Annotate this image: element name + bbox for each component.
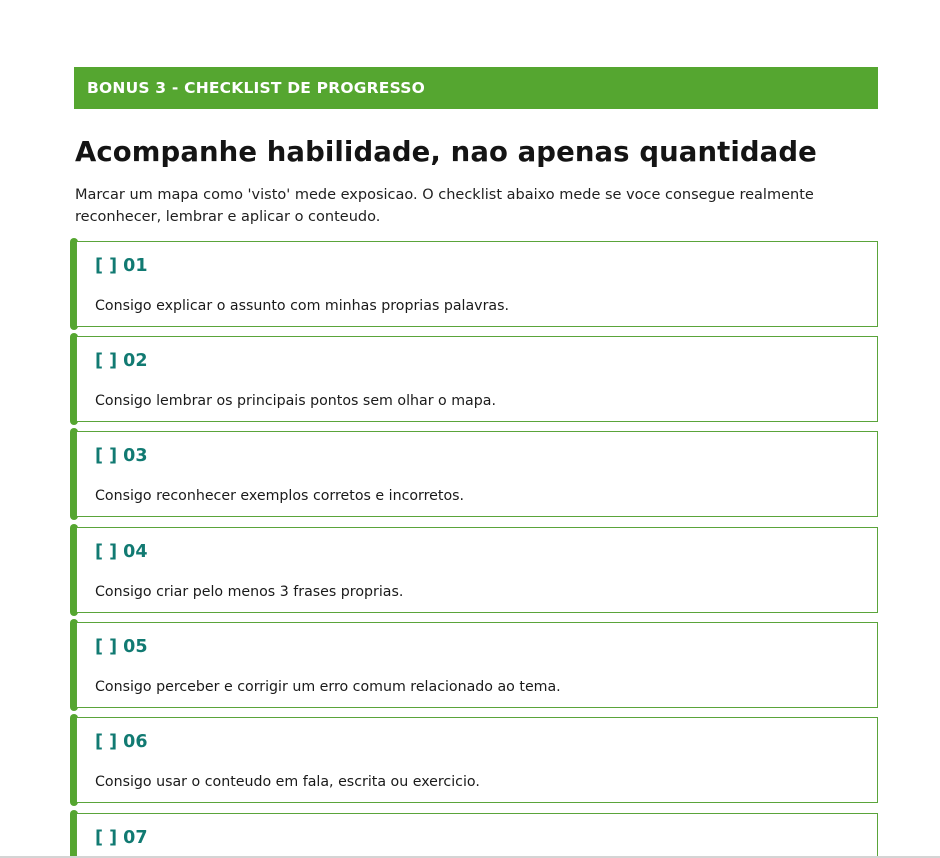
item-checkbox-number[interactable]: [ ] 04 [95, 542, 148, 562]
checklist-item[interactable] [70, 810, 878, 856]
item-text: Consigo perceber e corrigir um erro comum relacionado ao tema. [95, 679, 561, 695]
item-checkbox-number[interactable]: [ ] 02 [95, 351, 148, 371]
item-checkbox-number[interactable]: [ ] 05 [95, 637, 148, 657]
item-card [76, 622, 878, 708]
item-card [76, 241, 878, 327]
item-text: Consigo lembrar os principais pontos sem olhar o mapa. [95, 393, 496, 409]
item-checkbox-number[interactable]: [ ] 07 [95, 828, 148, 848]
item-text: Consigo usar o conteudo em fala, escrita ou exercicio. [95, 774, 480, 790]
item-card [76, 431, 878, 517]
intro-paragraph: Marcar um mapa como 'visto' mede exposicao. O checklist abaixo mede se voce consegue realmente reconhecer, lembrar e aplicar o conteudo. [75, 187, 814, 225]
section-banner [74, 67, 878, 109]
item-card [76, 813, 878, 856]
checklist-item[interactable] [70, 428, 878, 518]
checklist-item[interactable] [70, 333, 878, 423]
item-checkbox-number[interactable]: [ ] 06 [95, 732, 148, 752]
item-text: Consigo criar pelo menos 3 frases proprias. [95, 584, 404, 600]
item-checkbox-number[interactable]: [ ] 03 [95, 446, 148, 466]
checklist-item[interactable] [70, 524, 878, 614]
item-card [76, 336, 878, 422]
item-card [76, 717, 878, 803]
page-title: Acompanhe habilidade, nao apenas quantidade [75, 136, 817, 168]
checklist-item[interactable] [70, 238, 878, 328]
item-text: Consigo explicar o assunto com minhas proprias palavras. [95, 298, 510, 314]
item-card [76, 527, 878, 613]
checklist-item[interactable] [70, 714, 878, 804]
banner-label: BONUS 3 - CHECKLIST DE PROGRESSO [87, 79, 425, 97]
item-checkbox-number[interactable]: [ ] 01 [95, 256, 148, 276]
item-text: Consigo reconhecer exemplos corretos e incorretos. [95, 488, 465, 504]
checklist-item[interactable] [70, 619, 878, 709]
